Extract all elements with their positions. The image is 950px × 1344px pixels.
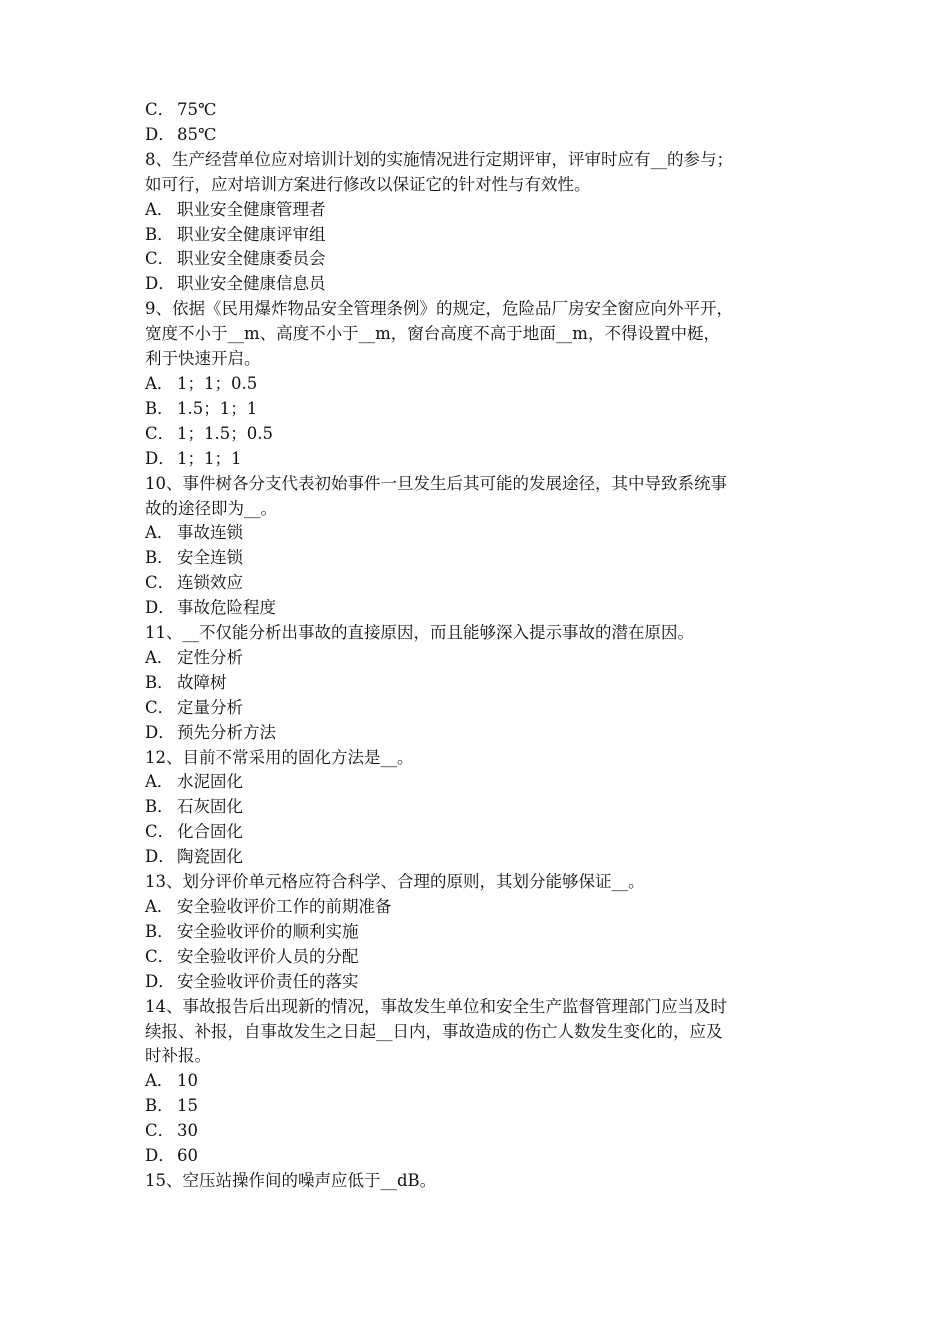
option-letter: D． bbox=[145, 448, 175, 468]
option-text: 15 bbox=[177, 1096, 198, 1116]
option-letter: A． bbox=[145, 647, 174, 667]
question-text-line: 15、空压站操作间的噪声应低于__dB。 bbox=[145, 1170, 437, 1190]
question-text-line: 13、划分评价单元格应符合科学、合理的原则，其划分能够保证__。 bbox=[145, 872, 645, 892]
answer-option bbox=[145, 571, 815, 596]
question-text-line: 利于快速开启。 bbox=[145, 349, 261, 369]
option-text: 安全验收评价工作的前期准备 bbox=[177, 897, 392, 916]
answer-option bbox=[145, 596, 815, 621]
option-text: 安全验收评价人员的分配 bbox=[177, 946, 359, 966]
option-letter: B． bbox=[145, 921, 174, 941]
question-text-line: 11、__不仅能分析出事故的直接原因，而且能够深入提示事故的潜在原因。 bbox=[145, 623, 694, 643]
option-letter: C． bbox=[145, 573, 175, 593]
answer-option bbox=[145, 198, 815, 223]
answer-option bbox=[145, 372, 815, 397]
question-item bbox=[145, 995, 815, 1169]
option-letter: C． bbox=[145, 822, 175, 842]
question-item bbox=[145, 746, 815, 871]
question-text-line: 续报、补报，自事故发生之日起__日内，事故造成的伤亡人数发生变化的，应及 bbox=[145, 1021, 723, 1041]
answer-option bbox=[145, 646, 815, 671]
option-letter: A． bbox=[145, 1071, 174, 1091]
option-letter: B． bbox=[145, 1096, 174, 1116]
option-letter: D． bbox=[145, 847, 175, 867]
question-text-line: 12、目前不常采用的固化方法是__。 bbox=[145, 747, 414, 767]
option-letter: D． bbox=[145, 722, 175, 742]
option-text: 职业安全健康评审组 bbox=[177, 224, 326, 244]
option-text: 职业安全健康委员会 bbox=[177, 249, 326, 269]
option-text: 陶瓷固化 bbox=[177, 847, 243, 867]
option-letter: A． bbox=[145, 897, 174, 916]
option-letter: C． bbox=[145, 697, 175, 717]
option-text: 安全连锁 bbox=[177, 548, 243, 568]
option-letter: D． bbox=[145, 1146, 175, 1166]
question-text-line: 10、事件树各分支代表初始事件一旦发生后其可能的发展途径，其中导致系统事 bbox=[145, 473, 727, 493]
question-item bbox=[145, 870, 815, 995]
answer-option bbox=[145, 1094, 815, 1119]
option-text: 事故连锁 bbox=[177, 523, 243, 543]
option-letter: B． bbox=[145, 398, 174, 418]
option-text: 预先分析方法 bbox=[177, 722, 276, 742]
answer-option bbox=[145, 447, 815, 472]
option-d: D． 85℃ bbox=[145, 124, 217, 144]
option-text: 1；1；1 bbox=[177, 448, 242, 468]
answer-option bbox=[145, 945, 815, 970]
option-text: 故障树 bbox=[177, 672, 227, 692]
question-item bbox=[145, 148, 815, 297]
answer-option bbox=[145, 1069, 815, 1094]
option-letter: B． bbox=[145, 672, 174, 692]
answer-option bbox=[145, 247, 815, 272]
question-text-line: 14、事故报告后出现新的情况，事故发生单位和安全生产监督管理部门应当及时 bbox=[145, 996, 727, 1016]
document-page bbox=[145, 98, 815, 1194]
answer-option bbox=[145, 970, 815, 995]
answer-option bbox=[145, 920, 815, 945]
question-text-line: 8、生产经营单位应对培训计划的实施情况进行定期评审，评审时应有__的参与； bbox=[145, 149, 733, 169]
option-letter: A． bbox=[145, 373, 174, 393]
option-text: 事故危险程度 bbox=[177, 598, 276, 618]
answer-option bbox=[145, 546, 815, 571]
option-text: 30 bbox=[177, 1121, 198, 1141]
option-letter: B． bbox=[145, 224, 174, 244]
option-letter: C． bbox=[145, 946, 175, 966]
option-text: 60 bbox=[177, 1146, 198, 1166]
question-item bbox=[145, 621, 815, 746]
option-letter: D． bbox=[145, 598, 175, 618]
option-letter: C． bbox=[145, 1121, 175, 1141]
question-text-line: 故的途径即为__。 bbox=[145, 498, 277, 518]
option-text: 连锁效应 bbox=[177, 573, 243, 593]
answer-option bbox=[145, 521, 815, 546]
answer-option bbox=[145, 671, 815, 696]
option-text: 职业安全健康管理者 bbox=[177, 199, 326, 219]
answer-option bbox=[145, 770, 815, 795]
option-text: 1；1；0.5 bbox=[177, 373, 258, 393]
answer-option bbox=[145, 795, 815, 820]
option-letter: A． bbox=[145, 199, 174, 219]
answer-option bbox=[145, 397, 815, 422]
question-item bbox=[145, 297, 815, 471]
question-text-line: 如可行，应对培训方案进行修改以保证它的针对性与有效性。 bbox=[145, 174, 591, 194]
option-text: 安全验收评价责任的落实 bbox=[177, 971, 359, 991]
answer-option bbox=[145, 721, 815, 746]
question-text-line: 时补报。 bbox=[145, 1046, 211, 1066]
question-item bbox=[145, 1169, 815, 1194]
option-letter: C． bbox=[145, 423, 175, 443]
answer-option bbox=[145, 820, 815, 845]
option-text: 化合固化 bbox=[177, 822, 243, 842]
answer-option bbox=[145, 422, 815, 447]
answer-option bbox=[145, 1119, 815, 1144]
leading-options bbox=[145, 98, 815, 148]
answer-option bbox=[145, 1144, 815, 1169]
option-letter: D． bbox=[145, 274, 175, 294]
option-letter: C． bbox=[145, 249, 175, 269]
question-text-line: 宽度不小于__m、高度不小于__m，窗台高度不高于地面__m，不得设置中梃， bbox=[145, 324, 720, 344]
option-text: 定性分析 bbox=[177, 647, 243, 667]
option-text: 10 bbox=[177, 1071, 198, 1091]
option-text: 1；1.5；0.5 bbox=[177, 423, 273, 443]
question-item bbox=[145, 472, 815, 621]
option-text: 石灰固化 bbox=[177, 797, 243, 817]
question-text-line: 9、依据《民用爆炸物品安全管理条例》的规定，危险品厂房安全窗应向外平开， bbox=[145, 299, 733, 319]
answer-option bbox=[145, 272, 815, 297]
option-text: 职业安全健康信息员 bbox=[177, 274, 326, 294]
option-letter: D． bbox=[145, 971, 175, 991]
option-letter: A． bbox=[145, 772, 174, 792]
answer-option bbox=[145, 895, 815, 920]
question-list bbox=[145, 148, 815, 1194]
option-letter: A． bbox=[145, 523, 174, 543]
option-text: 水泥固化 bbox=[177, 772, 243, 792]
answer-option bbox=[145, 845, 815, 870]
option-letter: B． bbox=[145, 797, 174, 817]
option-letter: B． bbox=[145, 548, 174, 568]
option-text: 安全验收评价的顺利实施 bbox=[177, 921, 359, 941]
option-c: C． 75℃ bbox=[145, 100, 217, 119]
answer-option bbox=[145, 223, 815, 248]
answer-option bbox=[145, 696, 815, 721]
option-text: 定量分析 bbox=[177, 697, 243, 717]
option-text: 1.5；1；1 bbox=[177, 398, 258, 418]
